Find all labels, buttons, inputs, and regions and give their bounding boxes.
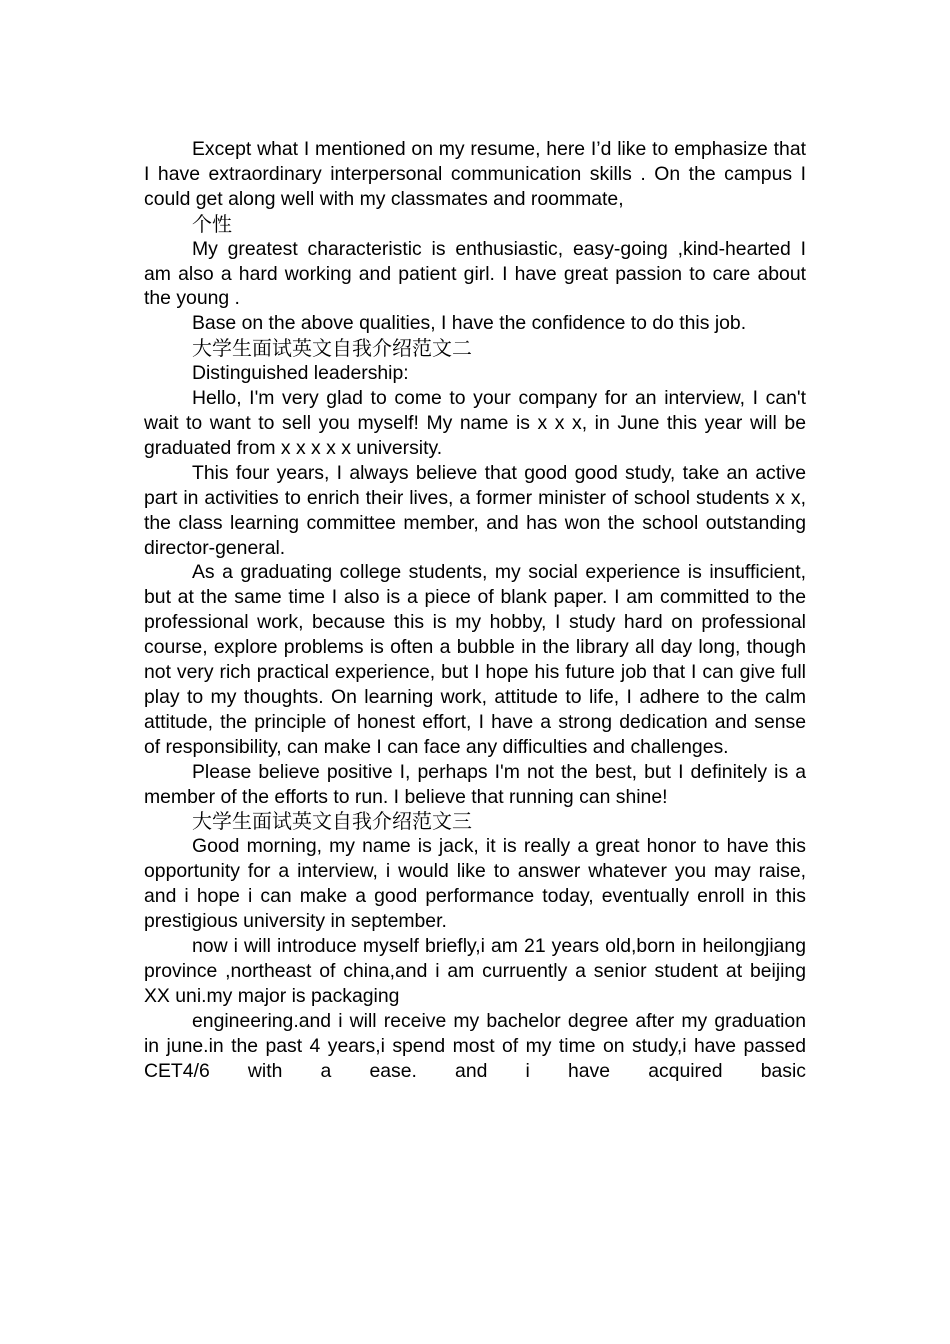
paragraph-four-years: This four years, I always believe that good good study, take an active part in activities to enrich their lives, a former minister of school students x x, the class learning committee member, and has won the school outstanding director-general. bbox=[144, 461, 806, 559]
paragraph-hello: Hello, I'm very glad to come to your company for an interview, I can't wait to want to sell you myself! My name is x x x, in June this year will be graduated from x x x x x university. bbox=[144, 387, 806, 459]
paragraph-confidence: Base on the above qualities, I have the confidence to do this job. bbox=[192, 312, 747, 335]
heading-personality: 个性 bbox=[192, 211, 232, 236]
paragraph-characteristic: My greatest characteristic is enthusiastic, easy-going ,kind-hearted I am also a hard working and patient girl. I have great passion to care about the young . bbox=[144, 237, 806, 310]
paragraph-salutation: Distinguished leadership: bbox=[192, 362, 409, 385]
paragraph-graduating: As a graduating college students, my social experience is insufficient, but at the same time I also is a piece of blank paper. I am committed to the professional work, because this is my hobby, I study hard on professional course, explore problems is often a bubble in the library all day long, though not very rich practical experience, but I hope his future job that I can give full play to my thoughts. On learning work, attitude to life, I adhere to the calm attitude, the principle of honest effort, I have a strong dedication and sense of responsibility, can make I can face any difficulties and challenges. bbox=[144, 561, 806, 758]
paragraph-engineering: engineering.and i will receive my bachelor degree after my graduation in june.in the past 4 years,i spend most of my time on study,i have passed CET4/6 with a ease. and i have acquired basic bbox=[144, 1009, 806, 1082]
paragraph-emphasize-skills: Except what I mentioned on my resume, here I’d like to emphasize that I have extraordinary interpersonal communication skills . On the campus I could get along well with my classmates and roommate, bbox=[144, 138, 806, 210]
paragraph-believe: Please believe positive I, perhaps I'm not the best, but I definitely is a member of the efforts to run. I believe that running can shine! bbox=[144, 760, 806, 808]
document-page bbox=[144, 137, 806, 1083]
heading-sample-two: 大学生面试英文自我介绍范文二 bbox=[192, 336, 472, 361]
heading-sample-three: 大学生面试英文自我介绍范文三 bbox=[192, 809, 472, 834]
paragraph-good-morning: Good morning, my name is jack, it is really a great honor to have this opportunity for a interview, i would like to answer whatever you may raise, and i hope i can make a good performance today, eventually enroll in this prestigious university in september. bbox=[144, 835, 806, 933]
paragraph-introduce: now i will introduce myself briefly,i am 21 years old,born in heilongjiang province ,northeast of china,and i am curruently a senior student at beijing XX uni.my major is packaging bbox=[144, 935, 806, 1007]
